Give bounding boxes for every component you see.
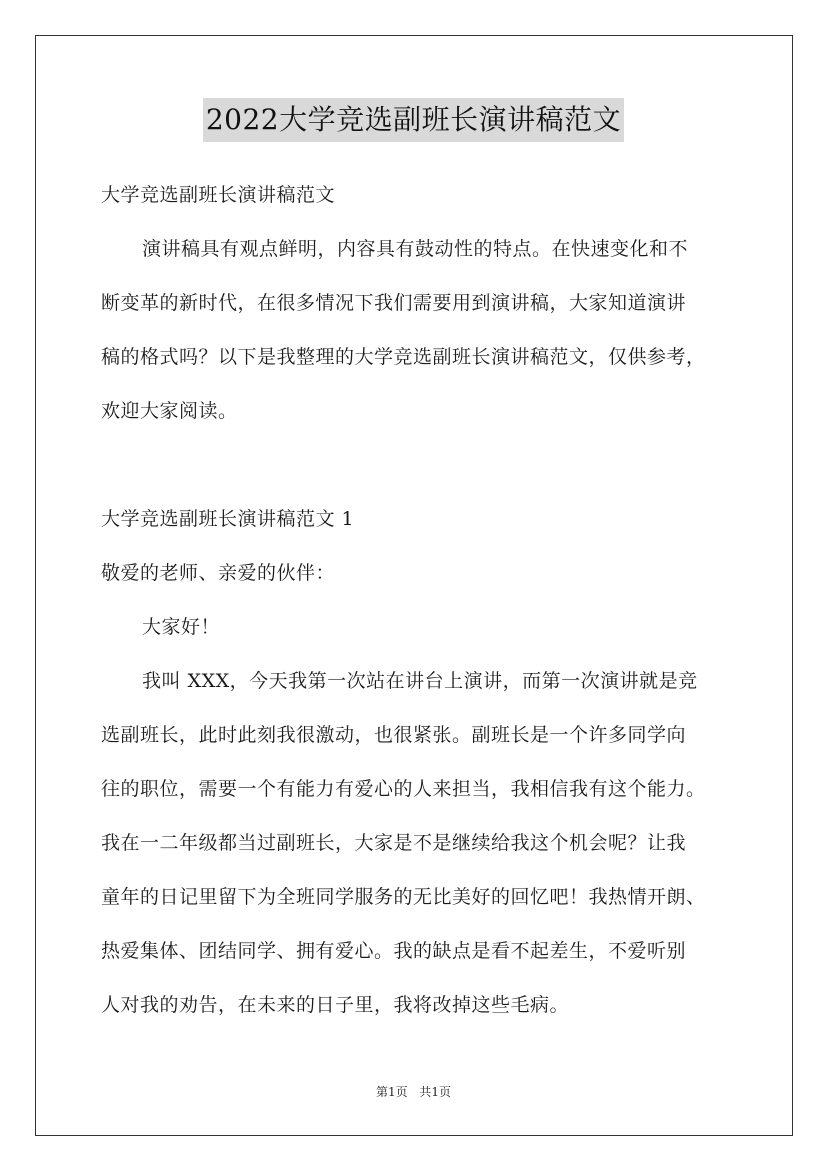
- speech-line-6: 热爱集体、团结同学、拥有爱心。我的缺点是看不起差生，不爱听别: [101, 940, 687, 962]
- paragraph-gap: [101, 438, 741, 492]
- page-number-total: 共1页: [419, 1085, 452, 1099]
- intro-line-3: 稿的格式吗？以下是我整理的大学竞选副班长演讲稿范文，仅供参考，: [101, 346, 706, 368]
- speech-line-4: 我在一二年级都当过副班长，大家是不是继续给我这个机会呢？让我: [101, 832, 687, 854]
- speech-line-3: 往的职位，需要一个有能力有爱心的人来担当，我相信我有这个能力。: [101, 778, 706, 800]
- section-heading: 大学竞选副班长演讲稿范文 1: [101, 508, 355, 530]
- speech-line-7: 人对我的劝告，在未来的日子里，我将改掉这些毛病。: [101, 994, 570, 1016]
- salutation: 敬爱的老师、亲爱的伙伴：: [101, 562, 336, 584]
- page-number-current: 第1页: [375, 1085, 408, 1099]
- intro-line-1: 演讲稿具有观点鲜明，内容具有鼓动性的特点。在快速变化和不: [142, 238, 689, 260]
- greeting: 大家好！: [142, 616, 221, 638]
- intro-heading: 大学竞选副班长演讲稿范文: [101, 184, 336, 206]
- document-title: 2022大学竞选副班长演讲稿范文: [203, 98, 624, 142]
- speech-line-5: 童年的日记里留下为全班同学服务的无比美好的回忆吧！我热情开朗、: [101, 886, 706, 908]
- intro-line-4: 欢迎大家阅读。: [101, 400, 238, 422]
- page-footer: [0, 1083, 827, 1101]
- title-area: [0, 98, 827, 142]
- speech-line-2: 选副班长，此时此刻我很激动，也很紧张。副班长是一个许多同学向: [101, 724, 687, 746]
- document-body: [101, 168, 741, 1032]
- intro-line-2: 断变革的新时代，在很多情况下我们需要用到演讲稿，大家知道演讲: [101, 292, 687, 314]
- speech-line-1: 我叫 XXX，今天我第一次站在讲台上演讲，而第一次演讲就是竞: [142, 670, 698, 692]
